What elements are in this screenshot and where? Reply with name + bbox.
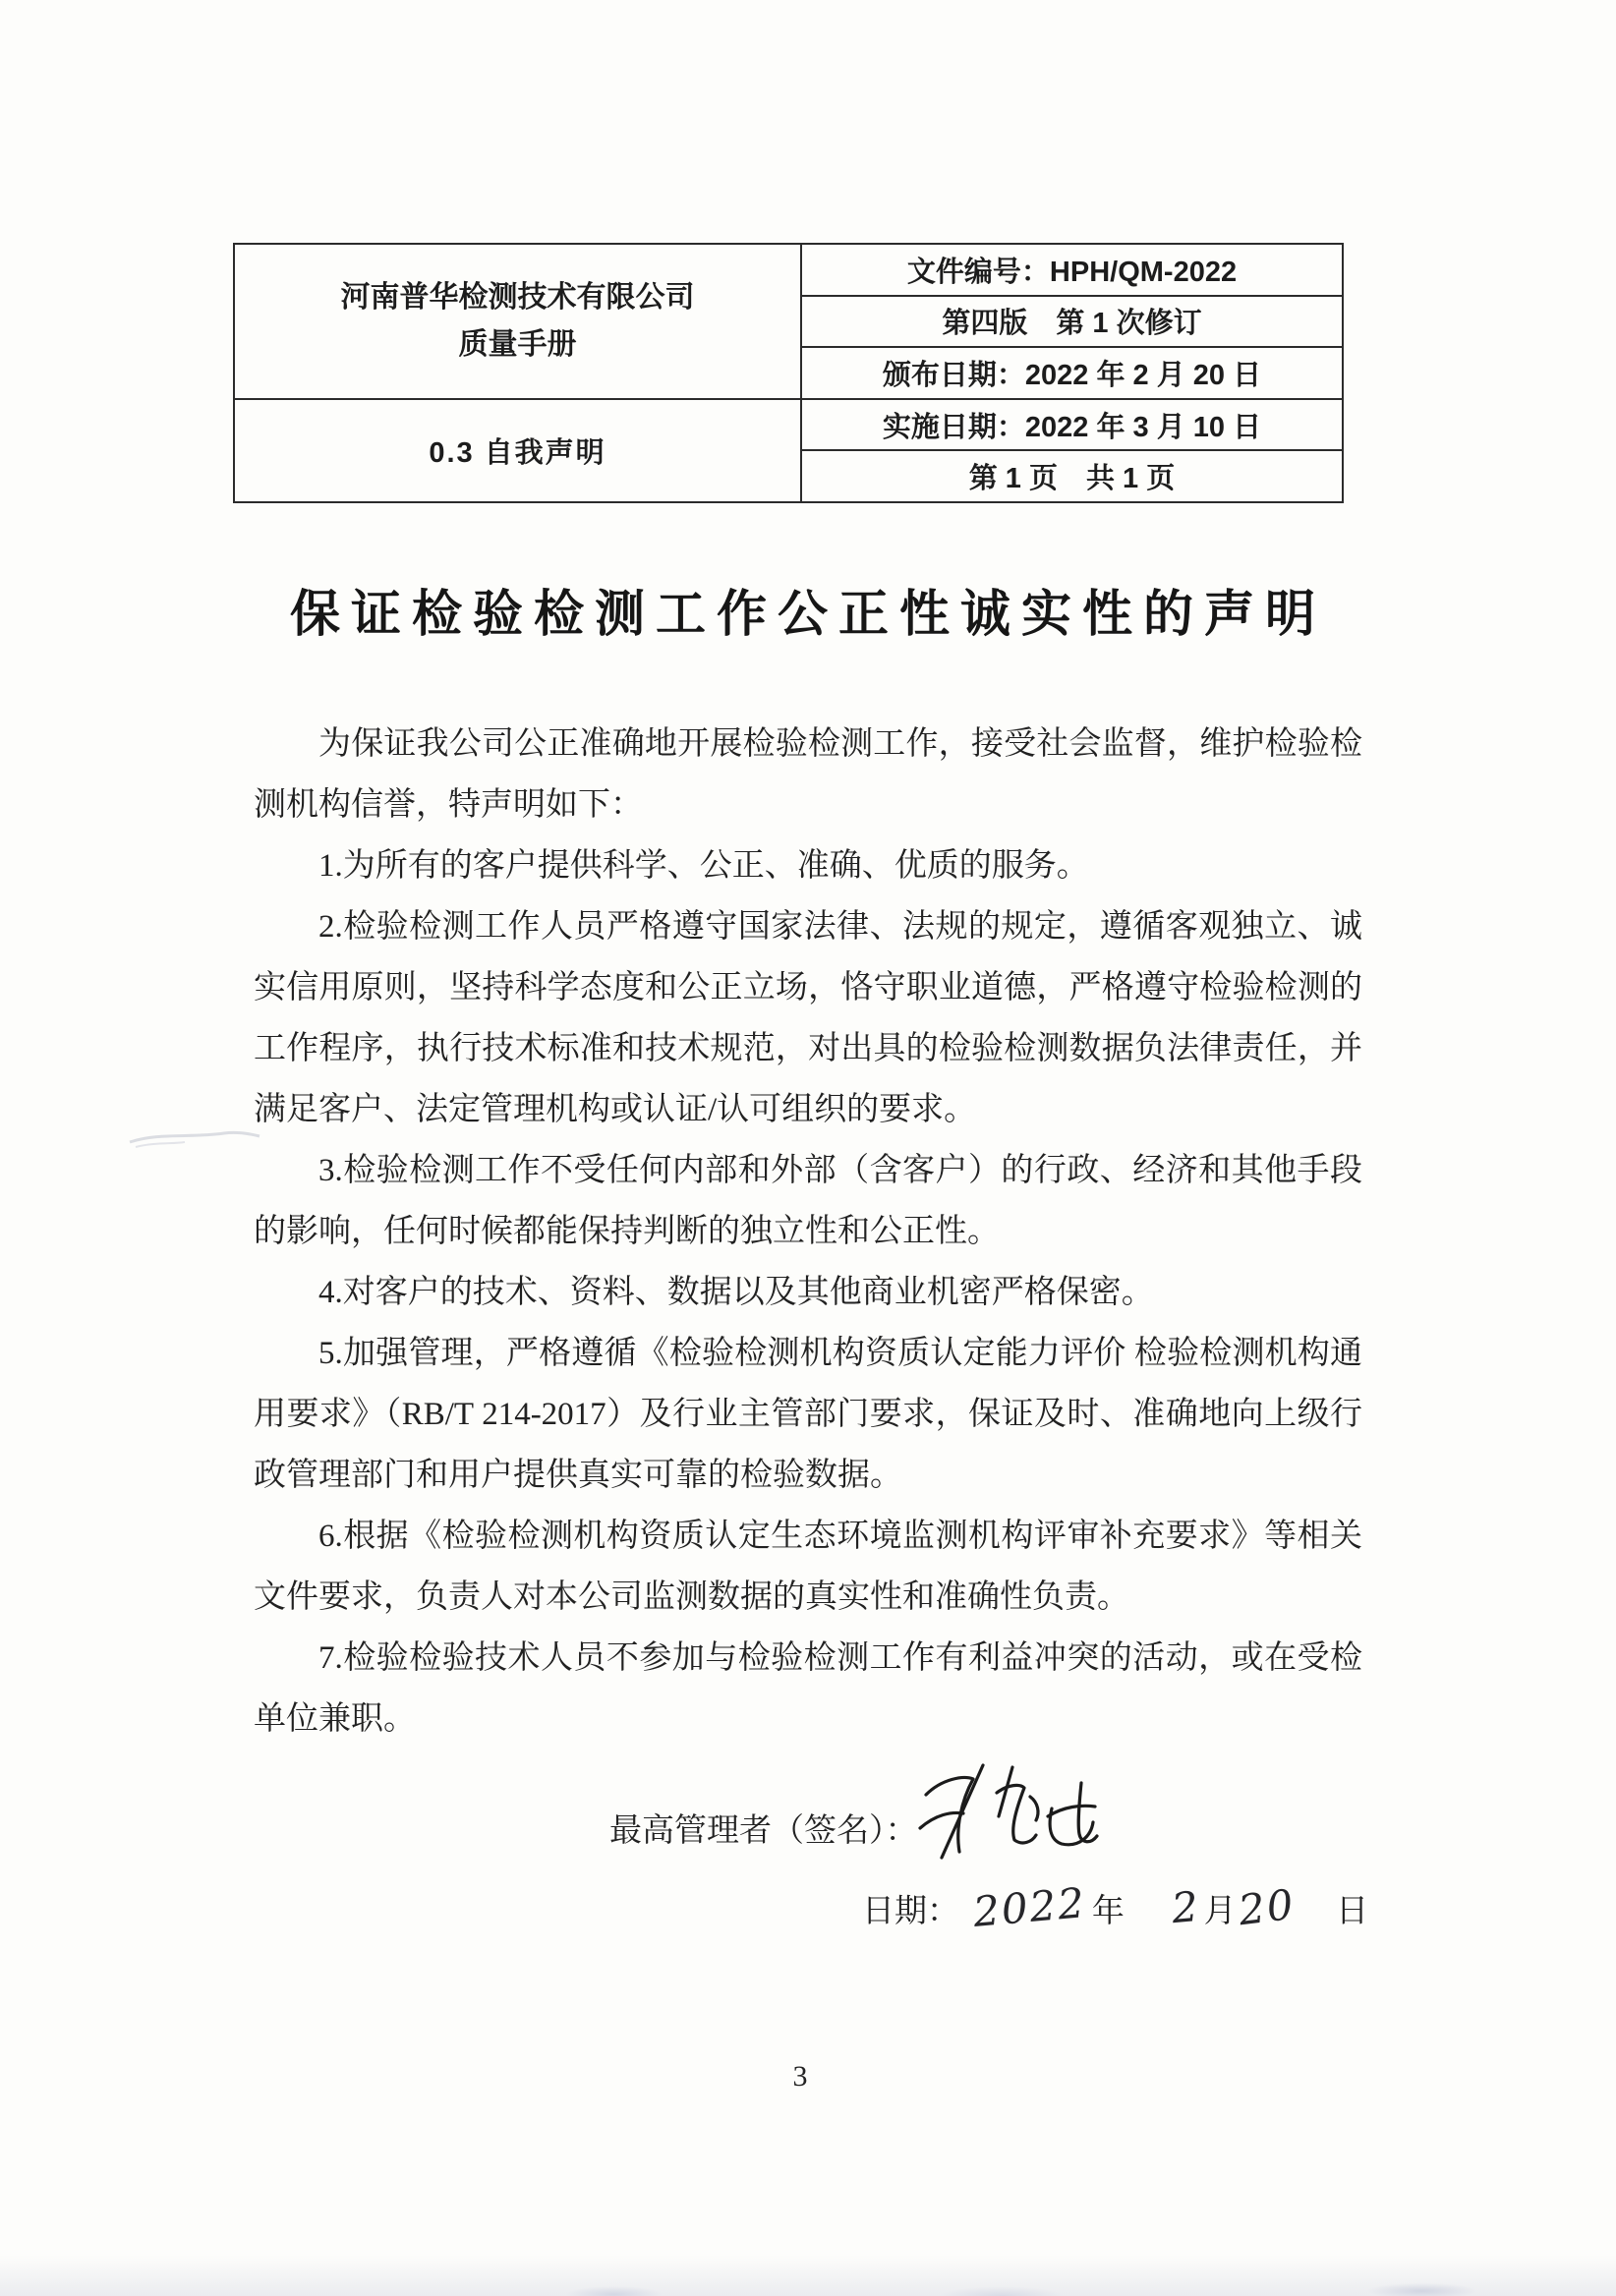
- declaration-body: [254, 714, 1362, 1750]
- declaration-item-1: 1.为所有的客户提供科学、公正、准确、优质的服务。: [318, 848, 1089, 884]
- company-name: 河南普华检测技术有限公司: [340, 280, 695, 314]
- page-info-cell: 第 1 页 共 1 页: [801, 450, 1343, 502]
- issue-date-cell: 颁布日期：2022 年 2 月 20 日: [801, 347, 1343, 399]
- declaration-item-3: 3.检验检测工作不受任何内部和外部（含客户）的行政、经济和其他手段的影响，任何时候都能保持判断的独立性和公正性。: [254, 1153, 1362, 1249]
- doc-number-cell: 文件编号：HPH/QM-2022: [801, 244, 1343, 296]
- scanner-edge-shadow: [0, 2255, 1616, 2296]
- document-title: 保证检验检测工作公正性诚实性的声明: [289, 588, 1326, 643]
- intro-paragraph: 为保证我公司公正准确地开展检验检测工作，接受社会监督，维护检验检测机构信誉，特声明如下：: [254, 726, 1362, 823]
- version-cell: 第四版 第 1 次修订: [801, 296, 1343, 348]
- manual-title: 质量手册: [458, 327, 577, 361]
- handwritten-year: 2022: [971, 1878, 1088, 1936]
- declaration-item-5: 5.加强管理，严格遵循《检验检测机构资质认定能力评价 检验检测机构通用要求》（RB/T 214-2017）及行业主管部门要求，保证及时、准确地向上级行政管理部门和用户提供真实可靠的检验数据。: [254, 1336, 1362, 1493]
- handwritten-signature-icon: [912, 1755, 1104, 1871]
- handwritten-day: 20: [1235, 1879, 1298, 1935]
- year-unit: 年: [1091, 1894, 1125, 1929]
- impl-date-cell: 实施日期：2022 年 3 月 10 日: [801, 399, 1343, 451]
- declaration-item-4: 4.对客户的技术、资料、数据以及其他商业机密严格保密。: [318, 1275, 1154, 1310]
- section-cell: 0.3 自我声明: [234, 399, 801, 502]
- day-unit: 日: [1336, 1894, 1369, 1929]
- handwritten-month: 2: [1169, 1881, 1202, 1933]
- declaration-item-2: 2.检验检测工作人员严格遵守国家法律、法规的规定，遵循客观独立、诚实信用原则，坚持科学态度和公正立场，恪守职业道德，严格遵守检验检测的工作程序，执行技术标准和技术规范，对出具的检验检测数据负法律责任，并满足客户、法定管理机构或认证/认可组织的要求。: [254, 909, 1362, 1127]
- pencil-smudge-artifact: [126, 1126, 263, 1152]
- document-header-table: [233, 243, 1344, 503]
- company-cell: [234, 244, 801, 399]
- month-unit: 月: [1203, 1894, 1237, 1929]
- date-label: 日期：: [862, 1894, 959, 1929]
- declaration-item-7: 7.检验检验技术人员不参加与检验检测工作有利益冲突的活动，或在受检单位兼职。: [254, 1640, 1362, 1737]
- date-line: [862, 1878, 1369, 1936]
- signer-label: 最高管理者（签名）：: [609, 1813, 918, 1849]
- declaration-item-6: 6.根据《检验检测机构资质认定生态环境监测机构评审补充要求》等相关文件要求，负责人对本公司监测数据的真实性和准确性负责。: [254, 1519, 1362, 1615]
- page-number: 3: [792, 2060, 808, 2093]
